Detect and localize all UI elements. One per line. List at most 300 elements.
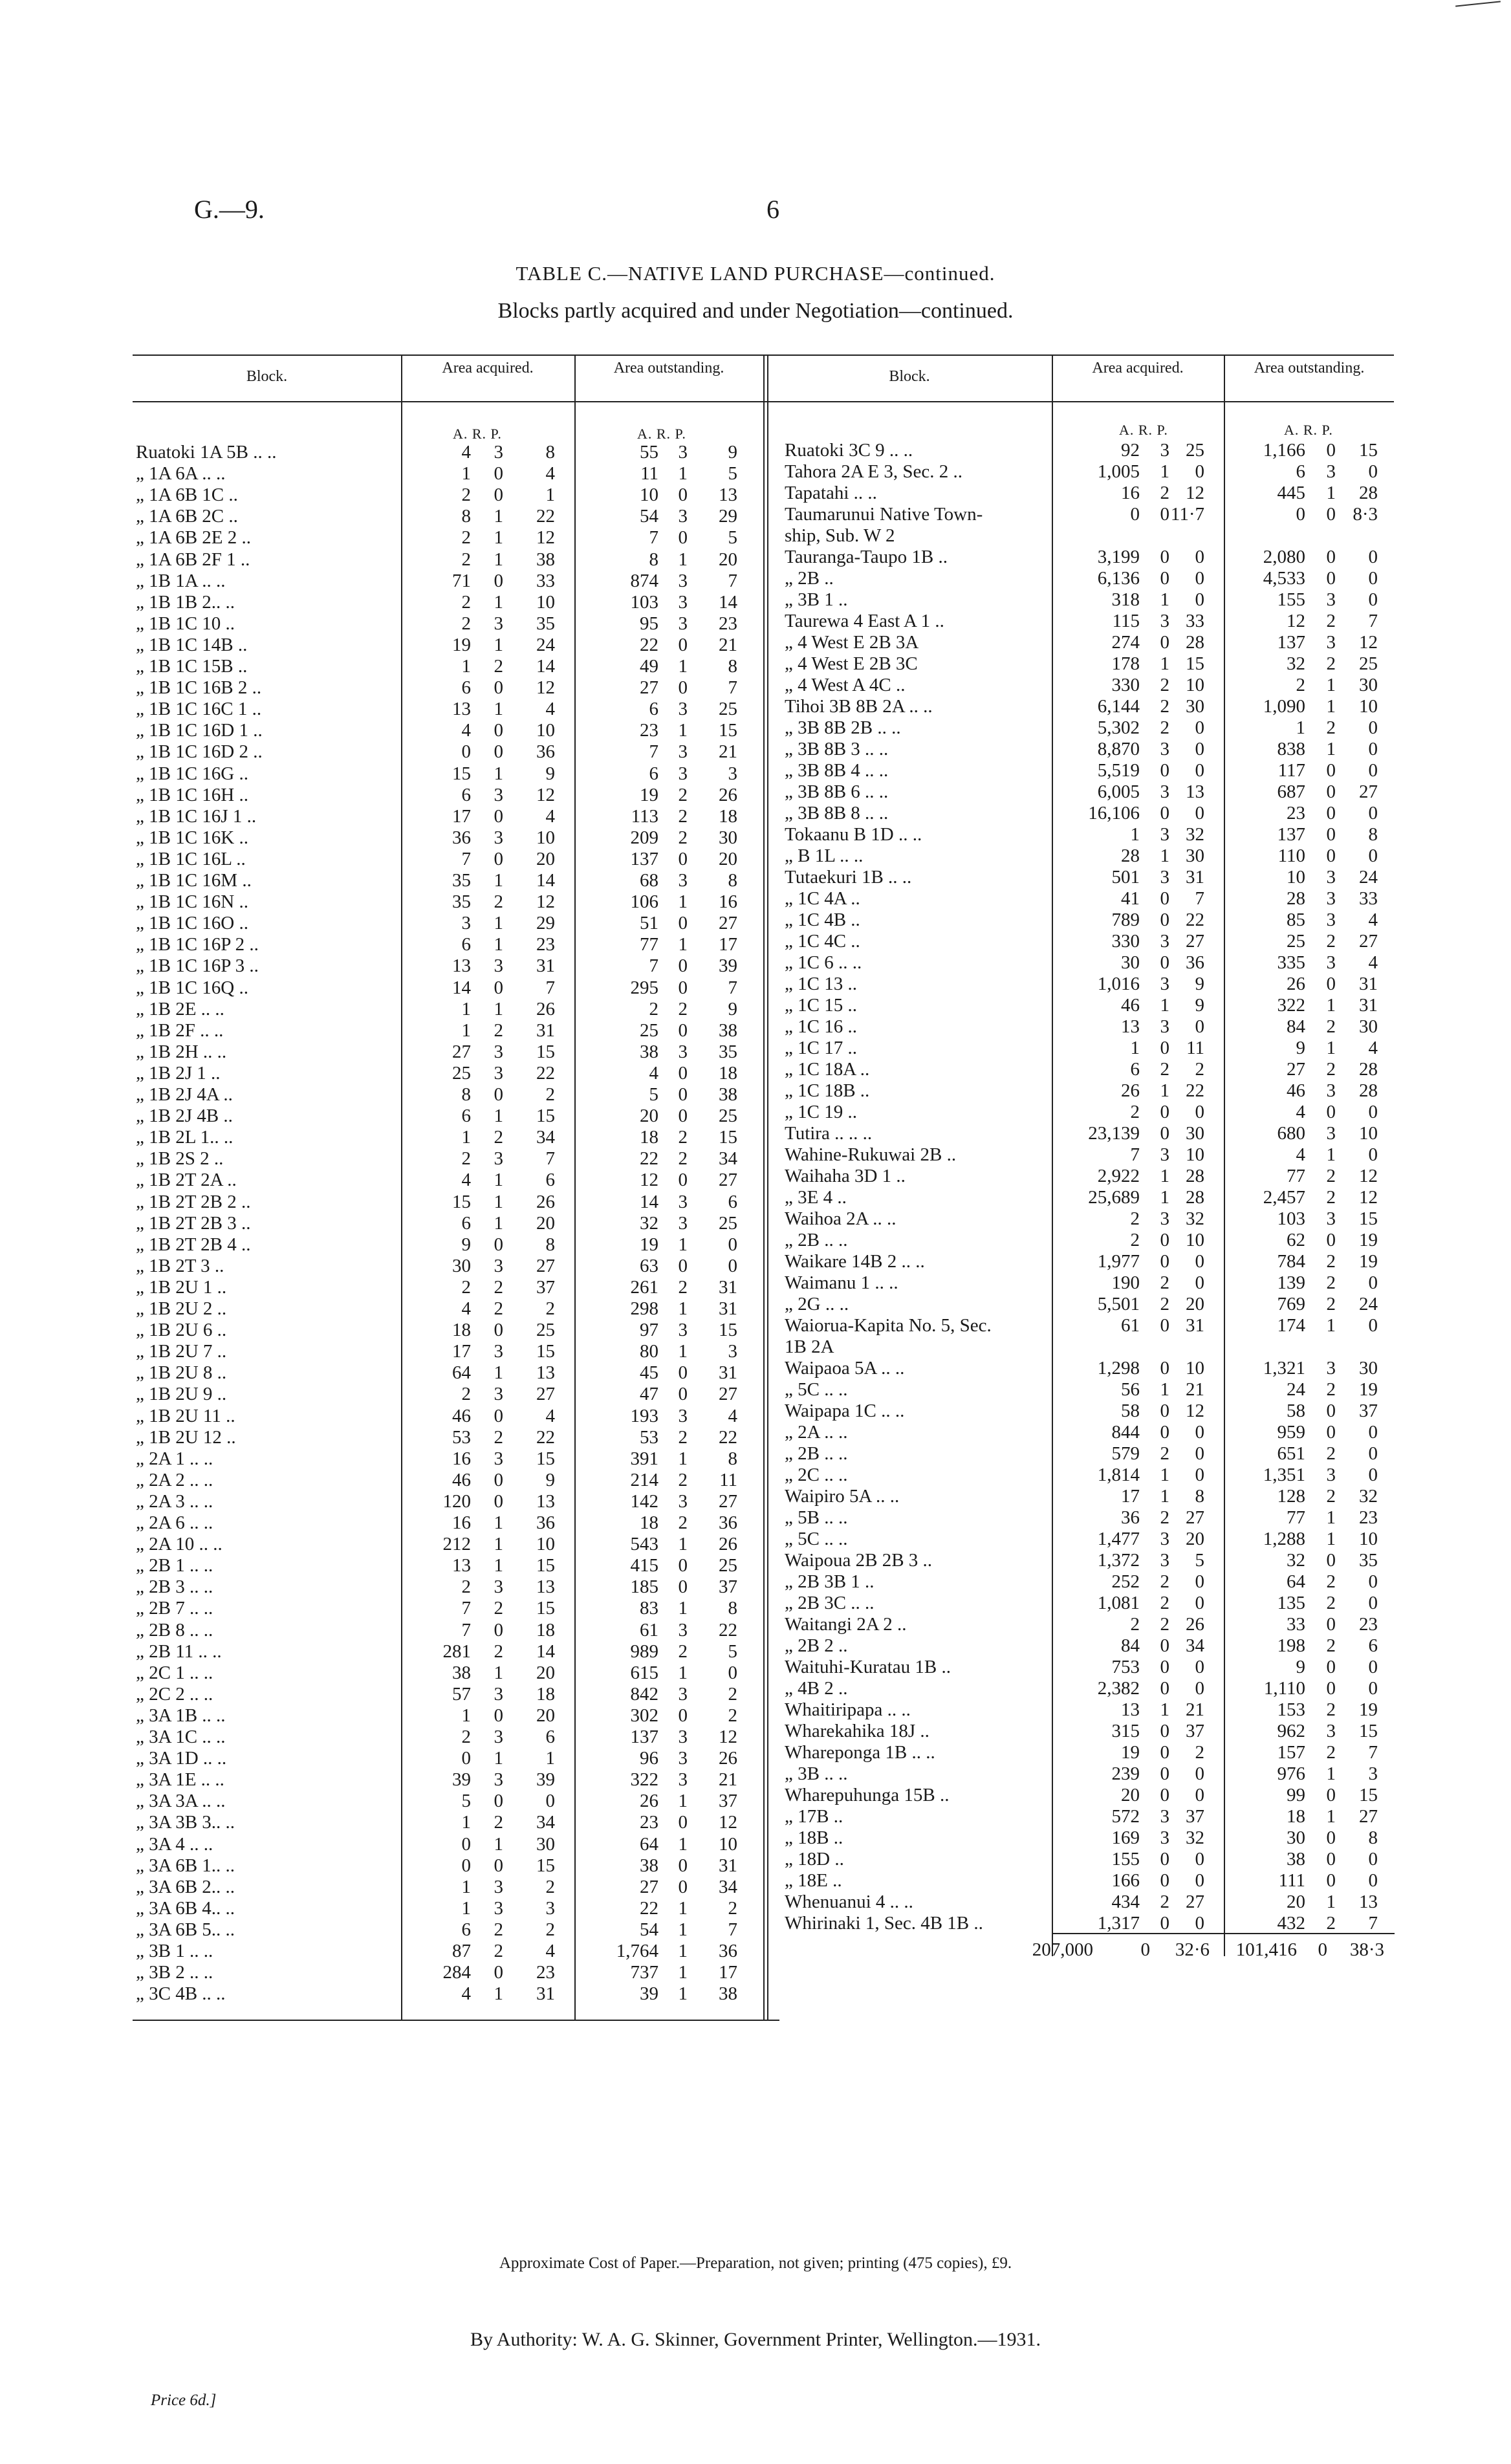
area-outstanding-acres: 1,351 bbox=[1263, 1465, 1305, 1485]
area-acquired-acres: 315 bbox=[1111, 1721, 1140, 1741]
area-acquired-perches: 1 bbox=[545, 1748, 555, 1769]
area-outstanding-acres: 651 bbox=[1277, 1443, 1305, 1464]
area-acquired-perches: 14 bbox=[536, 656, 555, 677]
block-name: Waipiro 5A .. .. bbox=[785, 1486, 900, 1507]
area-outstanding-perches: 7 bbox=[728, 677, 737, 699]
area-outstanding-perches: 26 bbox=[719, 784, 737, 805]
area-acquired-perches: 32 bbox=[1186, 1208, 1204, 1229]
area-outstanding-roods: 0 bbox=[1326, 1614, 1336, 1635]
block-name: „ 4 West E 2B 3A bbox=[785, 632, 919, 653]
table-row bbox=[0, 1699, 1511, 1721]
area-outstanding-roods: 1 bbox=[678, 1919, 688, 1940]
area-outstanding-perches: 7 bbox=[728, 977, 737, 998]
area-outstanding-roods: 2 bbox=[1326, 1913, 1336, 1934]
area-acquired-acres: 36 bbox=[452, 827, 471, 848]
area-outstanding-perches: 13 bbox=[719, 485, 737, 506]
area-acquired-acres: 1,477 bbox=[1097, 1529, 1140, 1549]
area-acquired-perches: 10 bbox=[536, 591, 555, 613]
area-acquired-acres: 579 bbox=[1111, 1443, 1140, 1464]
table-row bbox=[0, 1144, 1511, 1166]
area-acquired-roods: 1 bbox=[494, 1534, 503, 1555]
area-outstanding-perches: 21 bbox=[719, 634, 737, 655]
area-acquired-perches: 13 bbox=[1186, 781, 1204, 802]
area-acquired-acres: 8,870 bbox=[1097, 739, 1140, 759]
area-outstanding-perches: 8·3 bbox=[1353, 504, 1378, 525]
block-name: „ 1B 2U 6 .. bbox=[136, 1320, 227, 1341]
total-value: 38·3 bbox=[1349, 1939, 1384, 1960]
area-outstanding-roods: 1 bbox=[1326, 1038, 1336, 1058]
area-outstanding-roods: 0 bbox=[678, 1170, 688, 1191]
table-row bbox=[0, 1166, 1511, 1187]
area-outstanding-acres: 7 bbox=[649, 955, 658, 977]
table-row bbox=[0, 1678, 1511, 1699]
area-outstanding-perches: 17 bbox=[719, 934, 737, 955]
area-outstanding-acres: 96 bbox=[640, 1748, 658, 1769]
area-acquired-acres: 2 bbox=[461, 1276, 471, 1298]
header-area-acquired: Area acquired. bbox=[1092, 360, 1184, 376]
area-outstanding-perches: 26 bbox=[719, 1534, 737, 1555]
header-block: Block. bbox=[889, 368, 930, 385]
area-acquired-roods: 2 bbox=[494, 1598, 503, 1619]
block-name: Waipoua 2B 2B 3 .. bbox=[785, 1550, 933, 1571]
area-acquired-acres: 58 bbox=[1121, 1401, 1140, 1421]
table-row bbox=[0, 504, 1511, 525]
area-acquired-perches: 28 bbox=[1186, 1187, 1204, 1208]
block-name: „ 1B 1C 16D 2 .. bbox=[136, 741, 263, 763]
block-name: „ 2C 1 .. .. bbox=[136, 1662, 213, 1683]
area-outstanding-roods: 0 bbox=[678, 1362, 688, 1384]
area-acquired-perches: 15 bbox=[536, 1598, 555, 1619]
area-outstanding-acres: 9 bbox=[1296, 1657, 1305, 1677]
area-acquired-perches: 14 bbox=[536, 1641, 555, 1662]
table-row bbox=[0, 1892, 1511, 1913]
table-row bbox=[0, 461, 1511, 483]
area-acquired-acres: 844 bbox=[1111, 1422, 1140, 1443]
area-outstanding-acres: 737 bbox=[630, 1962, 658, 1983]
area-outstanding-roods: 2 bbox=[1326, 1593, 1336, 1613]
block-name: „ 17B .. bbox=[785, 1806, 843, 1827]
block-name: „ 1B 1C 16P 2 .. bbox=[136, 934, 259, 955]
area-acquired-acres: 5 bbox=[461, 1791, 471, 1812]
page-number: 6 bbox=[766, 195, 779, 224]
area-outstanding-roods: 3 bbox=[678, 506, 688, 527]
block-name: „ 2A 3 .. .. bbox=[136, 1490, 213, 1512]
area-outstanding-roods: 1 bbox=[678, 1662, 688, 1683]
block-name: Whareponga 1B .. .. bbox=[785, 1742, 935, 1763]
area-outstanding-acres: 4 bbox=[649, 1062, 658, 1084]
area-acquired-perches: 29 bbox=[536, 913, 555, 934]
area-acquired-acres: 6,005 bbox=[1097, 781, 1140, 802]
area-outstanding-acres: 2 bbox=[1296, 675, 1305, 695]
block-name: „ 1B 2S 2 .. bbox=[136, 1148, 224, 1170]
area-acquired-perches: 0 bbox=[1195, 1443, 1204, 1464]
area-acquired-acres: 284 bbox=[442, 1962, 471, 1983]
area-acquired-roods: 1 bbox=[494, 1833, 503, 1855]
area-acquired-roods: 2 bbox=[494, 1941, 503, 1961]
area-outstanding-perches: 25 bbox=[719, 699, 737, 720]
area-acquired-acres: 19 bbox=[452, 634, 471, 655]
table-row bbox=[0, 1016, 1511, 1038]
area-outstanding-roods: 3 bbox=[678, 1405, 688, 1426]
area-outstanding-perches: 0 bbox=[1368, 461, 1378, 482]
area-outstanding-roods: 2 bbox=[1326, 1251, 1336, 1272]
area-outstanding-acres: 298 bbox=[630, 1298, 658, 1319]
area-outstanding-roods: 2 bbox=[678, 1469, 688, 1490]
block-name: „ 2B 3B 1 .. bbox=[785, 1571, 875, 1592]
area-acquired-roods: 0 bbox=[1160, 1401, 1169, 1421]
area-acquired-acres: 5,501 bbox=[1097, 1294, 1140, 1314]
area-acquired-acres: 56 bbox=[1121, 1379, 1140, 1400]
area-acquired-acres: 1,081 bbox=[1097, 1593, 1140, 1613]
units-label: A. R. P. bbox=[453, 426, 502, 442]
area-acquired-roods: 3 bbox=[1160, 1550, 1169, 1571]
area-outstanding-perches: 25 bbox=[719, 1555, 737, 1576]
area-acquired-roods: 3 bbox=[1160, 739, 1169, 759]
block-name: „ 1B 2L 1.. .. bbox=[136, 1127, 234, 1148]
area-outstanding-perches: 19 bbox=[1359, 1230, 1378, 1250]
area-acquired-roods: 2 bbox=[1160, 675, 1169, 695]
area-acquired-roods: 3 bbox=[494, 955, 503, 977]
area-outstanding-perches: 0 bbox=[1368, 589, 1378, 610]
area-outstanding-roods: 3 bbox=[678, 591, 688, 613]
area-outstanding-roods: 0 bbox=[1326, 974, 1336, 994]
area-outstanding-roods: 0 bbox=[678, 913, 688, 934]
table-row bbox=[0, 1230, 1511, 1251]
area-acquired-roods: 0 bbox=[1160, 1678, 1169, 1699]
area-acquired-acres: 7 bbox=[461, 1619, 471, 1641]
area-acquired-acres: 8 bbox=[461, 506, 471, 527]
area-acquired-roods: 3 bbox=[494, 1041, 503, 1062]
area-acquired-perches: 0 bbox=[1195, 1465, 1204, 1485]
area-acquired-acres: 23,139 bbox=[1088, 1123, 1140, 1144]
area-acquired-roods: 1 bbox=[1160, 1080, 1169, 1101]
block-name: Waipaoa 5A .. .. bbox=[785, 1358, 905, 1379]
area-outstanding-acres: 2 bbox=[649, 998, 658, 1019]
area-outstanding-perches: 28 bbox=[1359, 1059, 1378, 1080]
area-acquired-perches: 34 bbox=[536, 1812, 555, 1833]
area-acquired-perches: 31 bbox=[536, 1983, 555, 2005]
area-outstanding-roods: 1 bbox=[678, 934, 688, 955]
block-name: „ 1B 1C 16Q .. bbox=[136, 977, 248, 998]
area-acquired-perches: 33 bbox=[1186, 611, 1204, 631]
area-acquired-acres: 71 bbox=[452, 570, 471, 591]
area-outstanding-roods: 0 bbox=[678, 1855, 688, 1876]
area-acquired-roods: 2 bbox=[494, 1919, 503, 1940]
area-outstanding-roods: 2 bbox=[678, 1276, 688, 1298]
area-acquired-perches: 7 bbox=[545, 1148, 555, 1170]
area-outstanding-acres: 391 bbox=[630, 1448, 658, 1469]
area-outstanding-acres: 193 bbox=[630, 1405, 658, 1426]
area-outstanding-acres: 0 bbox=[1296, 504, 1305, 525]
area-acquired-acres: 190 bbox=[1111, 1272, 1140, 1293]
area-acquired-acres: 1,317 bbox=[1097, 1913, 1140, 1934]
area-acquired-acres: 330 bbox=[1111, 931, 1140, 952]
area-acquired-roods: 1 bbox=[1160, 1486, 1169, 1507]
block-name: „ 3A 6B 4.. .. bbox=[136, 1897, 235, 1919]
area-outstanding-roods: 3 bbox=[678, 741, 688, 763]
table-row bbox=[0, 952, 1511, 974]
area-outstanding-perches: 4 bbox=[1368, 910, 1378, 930]
header-area-acquired: Area acquired. bbox=[442, 360, 534, 376]
area-outstanding-roods: 1 bbox=[678, 1534, 688, 1555]
block-name: „ 1B 2U 8 .. bbox=[136, 1362, 227, 1384]
block-name: „ 3A 3A .. .. bbox=[136, 1791, 226, 1812]
area-acquired-roods: 3 bbox=[1160, 1529, 1169, 1549]
area-acquired-roods: 0 bbox=[1160, 1849, 1169, 1870]
area-outstanding-perches: 24 bbox=[1359, 1294, 1378, 1314]
area-acquired-perches: 12 bbox=[1186, 483, 1204, 503]
table-row bbox=[0, 1550, 1511, 1571]
area-outstanding-acres: 22 bbox=[640, 634, 658, 655]
area-outstanding-acres: 54 bbox=[640, 506, 658, 527]
block-name: Waihoa 2A .. .. bbox=[785, 1208, 897, 1229]
area-outstanding-roods: 0 bbox=[678, 1255, 688, 1276]
area-outstanding-acres: 959 bbox=[1277, 1422, 1305, 1443]
area-outstanding-acres: 32 bbox=[640, 1212, 658, 1234]
area-outstanding-roods: 1 bbox=[1326, 675, 1336, 695]
table-row bbox=[0, 1465, 1511, 1486]
area-acquired-roods: 0 bbox=[494, 1855, 503, 1876]
area-acquired-roods: 3 bbox=[494, 1148, 503, 1170]
area-acquired-roods: 1 bbox=[494, 699, 503, 720]
block-name: „ 5C .. .. bbox=[785, 1529, 848, 1549]
area-acquired-roods: 2 bbox=[1160, 1571, 1169, 1592]
area-acquired-acres: 13 bbox=[452, 1555, 471, 1576]
area-outstanding-roods: 2 bbox=[678, 805, 688, 827]
area-outstanding-perches: 0 bbox=[1368, 547, 1378, 567]
area-acquired-perches: 0 bbox=[1195, 739, 1204, 759]
area-outstanding-acres: 261 bbox=[630, 1276, 658, 1298]
area-acquired-perches: 36 bbox=[1186, 952, 1204, 973]
area-acquired-perches: 9 bbox=[1195, 974, 1204, 994]
area-acquired-roods: 1 bbox=[1160, 845, 1169, 866]
area-outstanding-acres: 142 bbox=[630, 1490, 658, 1512]
area-outstanding-roods: 0 bbox=[1326, 440, 1336, 461]
area-outstanding-acres: 139 bbox=[1277, 1272, 1305, 1293]
table-row bbox=[0, 1913, 1511, 1934]
total-rule bbox=[1052, 1933, 1224, 1934]
area-acquired-perches: 0 bbox=[1195, 717, 1204, 738]
table-row bbox=[0, 1529, 1511, 1550]
area-acquired-perches: 10 bbox=[1186, 1144, 1204, 1165]
area-acquired-acres: 4 bbox=[461, 720, 471, 741]
area-outstanding-acres: 20 bbox=[640, 1106, 658, 1127]
area-outstanding-roods: 2 bbox=[678, 1148, 688, 1170]
area-acquired-roods: 0 bbox=[494, 1405, 503, 1426]
area-acquired-roods: 0 bbox=[494, 741, 503, 763]
area-acquired-roods: 1 bbox=[494, 1191, 503, 1212]
area-acquired-roods: 2 bbox=[494, 891, 503, 913]
table-title: TABLE C.—NATIVE LAND PURCHASE—continued. bbox=[516, 262, 995, 285]
area-acquired-acres: 30 bbox=[1121, 952, 1140, 973]
area-acquired-perches: 2 bbox=[1195, 1742, 1204, 1763]
block-name: „ 2B .. .. bbox=[785, 1443, 848, 1464]
area-outstanding-acres: 22 bbox=[640, 1148, 658, 1170]
block-name: „ 3A 6B 5.. .. bbox=[136, 1919, 235, 1940]
area-outstanding-perches: 0 bbox=[728, 1255, 737, 1276]
area-acquired-acres: 178 bbox=[1111, 653, 1140, 674]
area-outstanding-roods: 2 bbox=[1326, 1635, 1336, 1656]
area-acquired-acres: 239 bbox=[1111, 1763, 1140, 1784]
area-acquired-roods: 2 bbox=[1160, 1614, 1169, 1635]
area-acquired-perches: 0 bbox=[1195, 1422, 1204, 1443]
area-outstanding-perches: 30 bbox=[1359, 1016, 1378, 1037]
area-acquired-perches: 10 bbox=[536, 1534, 555, 1555]
block-name: „ 2B 1 .. .. bbox=[136, 1555, 213, 1576]
area-outstanding-acres: 137 bbox=[630, 848, 658, 869]
area-outstanding-acres: 10 bbox=[640, 485, 658, 506]
area-outstanding-acres: 111 bbox=[1278, 1870, 1305, 1891]
table-row bbox=[0, 696, 1511, 717]
block-name: „ 1B 2U 7 .. bbox=[136, 1341, 227, 1362]
block-name: ship, Sub. W 2 bbox=[785, 525, 895, 546]
area-acquired-perches: 38 bbox=[536, 549, 555, 570]
area-acquired-acres: 27 bbox=[452, 1041, 471, 1062]
area-outstanding-perches: 19 bbox=[1359, 1699, 1378, 1720]
area-outstanding-perches: 35 bbox=[719, 1041, 737, 1062]
area-acquired-acres: 0 bbox=[461, 1748, 471, 1769]
area-acquired-roods: 3 bbox=[494, 1448, 503, 1469]
area-acquired-acres: 3 bbox=[461, 913, 471, 934]
area-acquired-perches: 13 bbox=[536, 1490, 555, 1512]
area-acquired-roods: 3 bbox=[1160, 1208, 1169, 1229]
area-outstanding-roods: 2 bbox=[1326, 1699, 1336, 1720]
area-acquired-roods: 0 bbox=[1160, 803, 1169, 823]
area-acquired-perches: 0 bbox=[1195, 568, 1204, 589]
table-row bbox=[0, 931, 1511, 952]
area-acquired-acres: 18 bbox=[452, 1320, 471, 1341]
block-name: „ 1B 1C 16N .. bbox=[136, 891, 248, 913]
block-name: „ 3A 1B .. .. bbox=[136, 1705, 226, 1726]
area-acquired-acres: 2 bbox=[461, 485, 471, 506]
area-outstanding-acres: 962 bbox=[1277, 1721, 1305, 1741]
area-outstanding-acres: 838 bbox=[1277, 739, 1305, 759]
area-acquired-roods: 0 bbox=[494, 1469, 503, 1490]
area-acquired-perches: 2 bbox=[1195, 1059, 1204, 1080]
area-acquired-acres: 46 bbox=[1121, 995, 1140, 1016]
block-name: „ 3B 8B 3 .. .. bbox=[785, 739, 889, 759]
area-acquired-perches: 18 bbox=[536, 1683, 555, 1705]
area-outstanding-acres: 8 bbox=[649, 549, 658, 570]
table-row bbox=[0, 1294, 1511, 1315]
area-acquired-perches: 36 bbox=[536, 1512, 555, 1533]
area-acquired-roods: 1 bbox=[494, 1362, 503, 1384]
area-acquired-perches: 11·7 bbox=[1170, 504, 1204, 525]
block-name: „ 1B 1C 15B .. bbox=[136, 656, 248, 677]
block-name: Tahora 2A E 3, Sec. 2 .. bbox=[785, 461, 963, 482]
area-outstanding-acres: 58 bbox=[1287, 1401, 1305, 1421]
table-row bbox=[0, 1507, 1511, 1529]
area-outstanding-acres: 445 bbox=[1277, 483, 1305, 503]
area-outstanding-acres: 157 bbox=[1277, 1742, 1305, 1763]
area-outstanding-roods: 1 bbox=[678, 1341, 688, 1362]
block-name: Waipapa 1C .. .. bbox=[785, 1401, 905, 1421]
area-acquired-acres: 14 bbox=[452, 977, 471, 998]
area-acquired-acres: 17 bbox=[1121, 1486, 1140, 1507]
area-outstanding-roods: 0 bbox=[1326, 1849, 1336, 1870]
area-acquired-acres: 169 bbox=[1111, 1827, 1140, 1848]
area-outstanding-acres: 174 bbox=[1277, 1315, 1305, 1336]
area-acquired-perches: 23 bbox=[536, 934, 555, 955]
area-outstanding-perches: 10 bbox=[719, 1833, 737, 1855]
area-acquired-perches: 31 bbox=[536, 1019, 555, 1041]
area-acquired-perches: 0 bbox=[1195, 760, 1204, 781]
area-outstanding-acres: 45 bbox=[640, 1362, 658, 1384]
area-acquired-acres: 5,519 bbox=[1097, 760, 1140, 781]
area-outstanding-acres: 77 bbox=[1287, 1166, 1305, 1186]
block-name: „ 1B 2T 2A .. bbox=[136, 1170, 237, 1191]
area-outstanding-perches: 25 bbox=[719, 1106, 737, 1127]
area-outstanding-perches: 9 bbox=[728, 998, 737, 1019]
area-acquired-acres: 1,016 bbox=[1097, 974, 1140, 994]
block-name: „ 1A 6B 1C .. bbox=[136, 485, 238, 506]
area-outstanding-perches: 0 bbox=[1368, 568, 1378, 589]
area-acquired-perches: 12 bbox=[536, 677, 555, 699]
area-acquired-roods: 0 bbox=[1160, 760, 1169, 781]
area-outstanding-perches: 0 bbox=[1368, 1443, 1378, 1464]
area-outstanding-perches: 7 bbox=[1368, 1913, 1378, 1934]
block-name: „ 1B 1B 2.. .. bbox=[136, 591, 235, 613]
area-outstanding-perches: 15 bbox=[719, 1127, 737, 1148]
area-outstanding-perches: 31 bbox=[719, 1362, 737, 1384]
area-outstanding-roods: 2 bbox=[1326, 1059, 1336, 1080]
area-acquired-roods: 3 bbox=[1160, 781, 1169, 802]
block-name: „ 1C 4A .. bbox=[785, 888, 860, 909]
area-outstanding-perches: 15 bbox=[1359, 1785, 1378, 1805]
area-acquired-roods: 2 bbox=[1160, 1443, 1169, 1464]
area-outstanding-acres: 1,166 bbox=[1263, 440, 1305, 461]
area-outstanding-perches: 7 bbox=[1368, 611, 1378, 631]
block-name: „ 1B 2T 2B 4 .. bbox=[136, 1234, 251, 1255]
block-name: „ 1B 2F .. .. bbox=[136, 1019, 224, 1041]
area-outstanding-perches: 27 bbox=[719, 913, 737, 934]
area-acquired-roods: 1 bbox=[494, 1212, 503, 1234]
area-outstanding-acres: 23 bbox=[1287, 803, 1305, 823]
area-acquired-acres: 53 bbox=[452, 1426, 471, 1448]
area-outstanding-acres: 989 bbox=[630, 1641, 658, 1662]
area-acquired-roods: 1 bbox=[1160, 461, 1169, 482]
area-outstanding-acres: 1,764 bbox=[616, 1941, 658, 1961]
area-acquired-acres: 120 bbox=[442, 1490, 471, 1512]
area-acquired-roods: 0 bbox=[494, 1490, 503, 1512]
area-outstanding-acres: 38 bbox=[1287, 1849, 1305, 1870]
area-outstanding-acres: 80 bbox=[640, 1341, 658, 1362]
table-row bbox=[0, 1806, 1511, 1827]
area-acquired-roods: 3 bbox=[494, 1062, 503, 1084]
area-outstanding-perches: 0 bbox=[1368, 1593, 1378, 1613]
area-outstanding-acres: 14 bbox=[640, 1191, 658, 1212]
area-outstanding-acres: 117 bbox=[1277, 760, 1305, 781]
area-acquired-perches: 1 bbox=[545, 485, 555, 506]
area-acquired-acres: 64 bbox=[452, 1362, 471, 1384]
area-outstanding-perches: 23 bbox=[1359, 1614, 1378, 1635]
area-outstanding-acres: 1 bbox=[1296, 717, 1305, 738]
total-value: 0 bbox=[1140, 1939, 1150, 1960]
area-outstanding-perches: 0 bbox=[1368, 1849, 1378, 1870]
area-outstanding-perches: 18 bbox=[719, 805, 737, 827]
area-outstanding-roods: 3 bbox=[1326, 910, 1336, 930]
area-outstanding-acres: 23 bbox=[640, 1812, 658, 1833]
area-outstanding-perches: 30 bbox=[719, 827, 737, 848]
area-outstanding-perches: 27 bbox=[719, 1170, 737, 1191]
area-acquired-roods: 0 bbox=[494, 720, 503, 741]
block-name: „ 1B 2U 12 .. bbox=[136, 1426, 236, 1448]
area-outstanding-roods: 0 bbox=[1326, 1827, 1336, 1848]
block-name: „ 1B 1C 16C 1 .. bbox=[136, 699, 262, 720]
area-acquired-perches: 10 bbox=[1186, 1358, 1204, 1379]
area-acquired-roods: 3 bbox=[494, 1341, 503, 1362]
area-acquired-acres: 2 bbox=[461, 1727, 471, 1747]
